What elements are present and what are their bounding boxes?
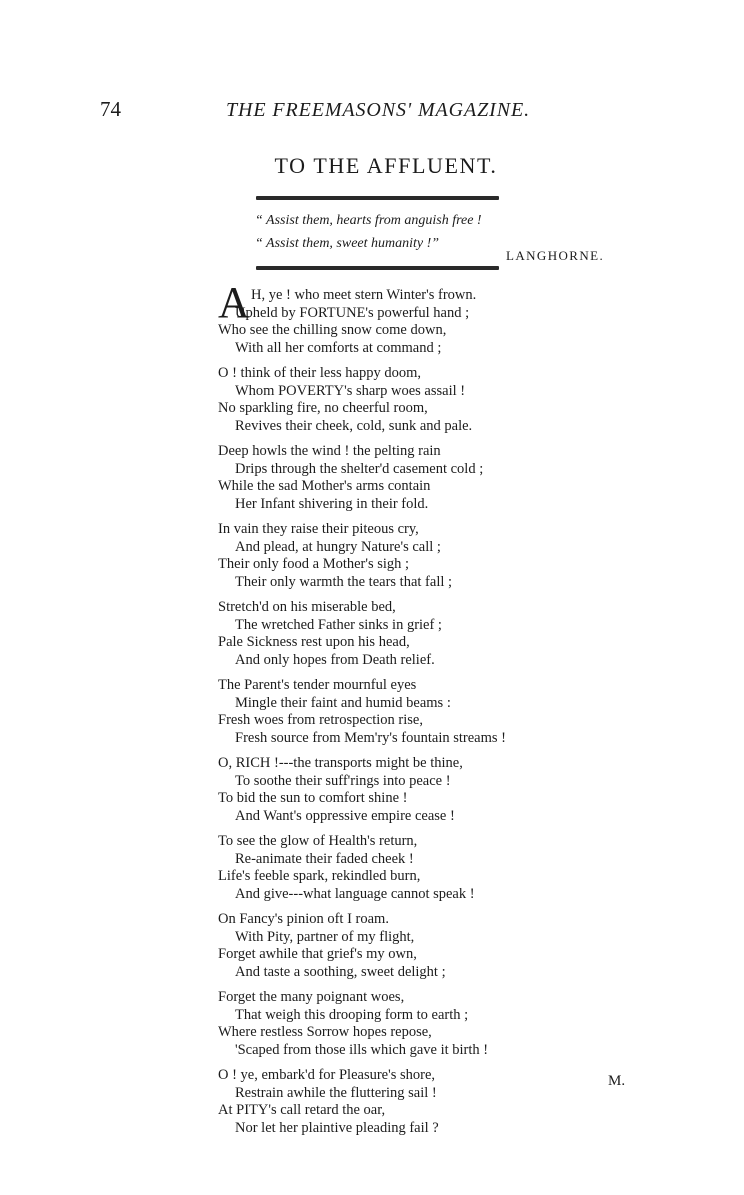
poem-line: Whom POVERTY's sharp woes assail ! <box>235 382 466 399</box>
poem-line: And only hopes from Death relief. <box>235 651 435 668</box>
stanza <box>218 911 528 981</box>
epigraph-attribution: LANGHORNE. <box>506 248 605 263</box>
poem-line: And Want's oppressive empire cease ! <box>235 807 455 824</box>
poem-line: O ! think of their less happy doom, <box>218 365 421 381</box>
poem-line: That weigh this drooping form to earth ; <box>235 1006 469 1023</box>
poem-line: Fresh source from Mem'ry's fountain streams ! <box>235 729 506 746</box>
poem-line: Who see the chilling snow come down, <box>218 322 447 338</box>
poem-line: Her Infant shivering in their fold. <box>235 495 429 512</box>
stanza <box>218 521 528 591</box>
stanza <box>218 599 528 669</box>
poem-line: Mingle their faint and humid beams : <box>235 694 451 711</box>
poem-line: Pale Sickness rest upon his head, <box>218 634 410 650</box>
stanza <box>218 833 528 903</box>
poem-line: Revives their cheek, cold, sunk and pale. <box>235 417 473 434</box>
rule-top <box>256 196 499 200</box>
poem-line: 'Scaped from those ills which gave it birth ! <box>235 1041 489 1058</box>
poem-line: The wretched Father sinks in grief ; <box>235 616 442 633</box>
poem-line: Deep howls the wind ! the pelting rain <box>218 443 441 459</box>
poem-line: O ! ye, embark'd for Pleasure's shore, <box>218 1067 436 1083</box>
poem-line: The Parent's tender mournful eyes <box>218 677 417 693</box>
stanza <box>218 1067 528 1137</box>
poem-line: Forget awhile that grief's my own, <box>218 946 417 962</box>
poem-line: In vain they raise their piteous cry, <box>218 521 419 537</box>
poem-line: And give---what language cannot speak ! <box>235 885 475 902</box>
poem-line: H, ye ! who meet stern Winter's frown. <box>251 287 477 303</box>
poem-line: Nor let her plaintive pleading fail ? <box>235 1119 439 1136</box>
poem-line: With all her comforts at command ; <box>235 339 442 356</box>
poem-line: On Fancy's pinion oft I roam. <box>218 911 389 927</box>
stanza <box>218 443 528 513</box>
rule-bottom <box>256 266 499 270</box>
poem-line: And taste a soothing, sweet delight ; <box>235 963 446 980</box>
poem-line: Upheld by FORTUNE's powerful hand ; <box>235 304 470 321</box>
poem <box>218 278 528 1145</box>
epigraph-line: “ Assist them, sweet humanity !” <box>255 236 440 251</box>
poem-line: Forget the many poignant woes, <box>218 989 405 1005</box>
catchword: M. <box>608 1073 626 1089</box>
epigraph-line: “ Assist them, hearts from anguish free ! <box>255 213 482 228</box>
stanza <box>218 755 528 825</box>
poem-line: To soothe their suff'rings into peace ! <box>235 772 451 789</box>
poem-line: Their only food a Mother's sigh ; <box>218 556 410 572</box>
poem-line: Drips through the shelter'd casement cold ; <box>235 460 484 477</box>
poem-line: With Pity, partner of my flight, <box>235 928 415 945</box>
stanza <box>218 365 528 435</box>
poem-line: While the sad Mother's arms contain <box>218 478 431 494</box>
poem-line: Fresh woes from retrospection rise, <box>218 712 423 728</box>
poem-line: Restrain awhile the fluttering sail ! <box>235 1084 437 1101</box>
epigraph <box>255 209 482 255</box>
poem-line: Where restless Sorrow hopes repose, <box>218 1024 432 1040</box>
poem-line: At PITY's call retard the oar, <box>218 1102 386 1118</box>
poem-title: TO THE AFFLUENT. <box>274 153 498 178</box>
poem-line: Re-animate their faded cheek ! <box>235 850 414 867</box>
running-head: THE FREEMASONS' MAGAZINE. <box>226 99 530 121</box>
poem-line: Their only warmth the tears that fall ; <box>235 573 453 590</box>
poem-line: Life's feeble spark, rekindled burn, <box>218 868 421 884</box>
poem-line: To bid the sun to comfort shine ! <box>218 790 408 806</box>
poem-line: And plead, at hungry Nature's call ; <box>235 538 441 555</box>
stanza <box>218 989 528 1059</box>
stanza <box>218 287 528 357</box>
poem-line: O, RICH !---the transports might be thine, <box>218 755 463 771</box>
poem-line: No sparkling fire, no cheerful room, <box>218 400 428 416</box>
drop-cap: A <box>218 278 250 327</box>
stanza <box>218 677 528 747</box>
poem-line: Stretch'd on his miserable bed, <box>218 599 396 615</box>
page-number: 74 <box>100 97 121 121</box>
poem-line: To see the glow of Health's return, <box>218 833 418 849</box>
